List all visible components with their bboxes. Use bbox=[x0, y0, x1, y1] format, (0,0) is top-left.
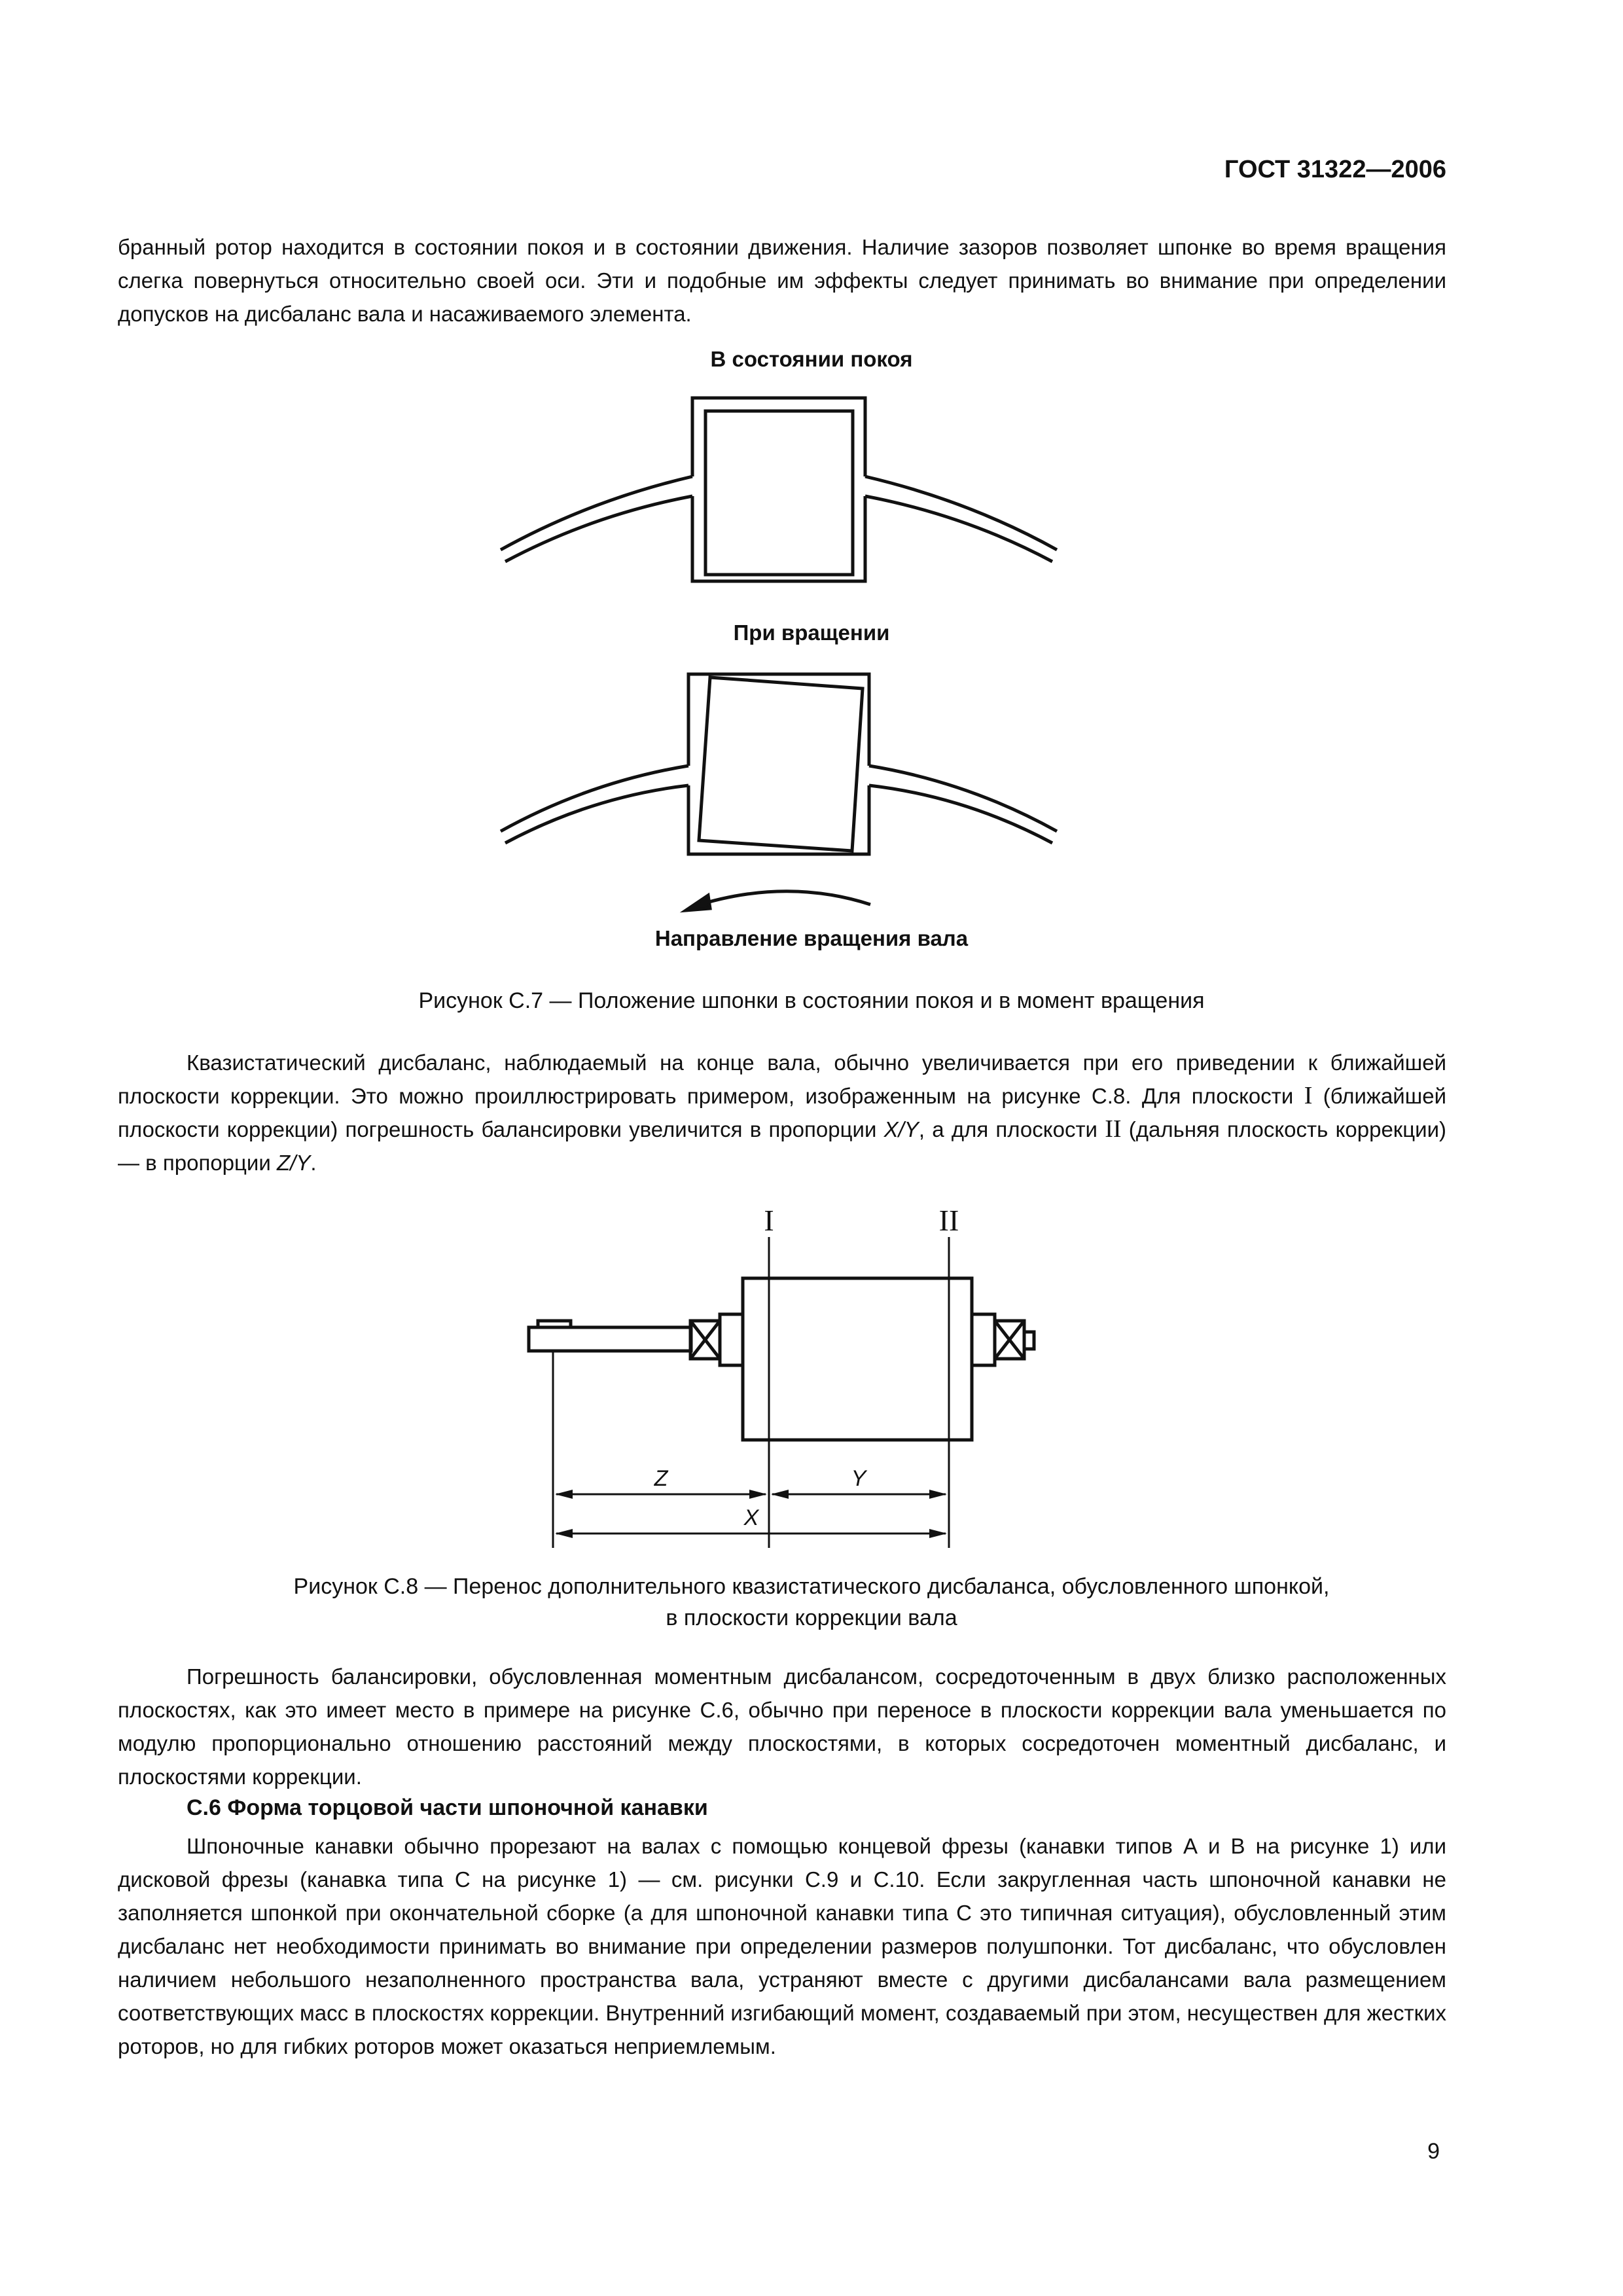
caption-figure-c8: Рисунок С.8 — Перенос дополнительного квазистатического дисбаланса, обусловленного шпонкой, в плоскости коррекции вала bbox=[293, 1574, 1330, 1630]
label-rotation: При вращении bbox=[733, 620, 890, 645]
page-number: 9 bbox=[1427, 2139, 1440, 2164]
label-rest: В состоянии покоя bbox=[710, 347, 913, 371]
standard-code: ГОСТ 31322—2006 bbox=[1224, 156, 1446, 183]
keyway-rest bbox=[692, 398, 865, 581]
direction-arrow bbox=[694, 891, 870, 906]
dim-y-label: Y bbox=[851, 1466, 866, 1491]
key-rotation bbox=[699, 677, 863, 851]
intro-paragraph: бранный ротор находится в состоянии покоя и в состоянии движения. Наличие зазоров позволяет шпонке во время вращения слегка повернуться относительно своей оси. Эти и подобные им эффекты следует принимать во внимание при определении допусков на дисбаланс вала и насаживаемого элемента. bbox=[118, 235, 1446, 326]
key-rest bbox=[705, 411, 853, 575]
direction-arrowhead bbox=[686, 895, 710, 910]
paragraph-quasistatic: Квазистатический дисбаланс, наблюдаемый на конце вала, обычно увеличивается при его приведении к ближайшей плоскости коррекции. Это можно проиллюстрировать примером, изображенным на рисунке С.8. Для плоскости I (ближайшей плоскости коррекции) погрешность балансировки увеличится в пропорции X/Y, а для плоскости II (дальняя плоскость коррекции) — в пропорции Z/Y. bbox=[118, 1050, 1447, 1175]
paragraph-moment: Погрешность балансировки, обусловленная моментным дисбалансом, сосредоточенным в двух близко расположенных плоскостях, как это имеет место в примере на рисунке С.6, обычно при переносе в плоскости коррекции вала уменьшается по модулю пропорционально отношению расстояний между плоскостями, в которых сосредоточен моментный дисбаланс, и плоскостями коррекции. bbox=[118, 1664, 1446, 1789]
plane-ref-I: I bbox=[1304, 1082, 1313, 1109]
keyway-rotation bbox=[688, 674, 869, 854]
shaft-arc-rest bbox=[501, 476, 1057, 562]
plane-ref-II: II bbox=[1105, 1115, 1122, 1143]
section-c6-title: С.6 Форма торцовой части шпоночной канавки bbox=[187, 1795, 708, 1820]
rotor-drawing bbox=[529, 1278, 1034, 1440]
label-direction: Направление вращения вала bbox=[654, 926, 969, 950]
shaft-arc-rotation bbox=[501, 766, 1057, 843]
plane-II-label: II bbox=[938, 1204, 959, 1237]
ratio-xy: X/Y bbox=[883, 1117, 919, 1141]
caption-figure-c7: Рисунок С.7 — Положение шпонки в состоянии покоя и в момент вращения bbox=[418, 988, 1205, 1013]
plane-I-label: I bbox=[764, 1204, 774, 1237]
section-c6-paragraph: Шпоночные канавки обычно прорезают на валах с помощью концевой фрезы (канавки типов А и В на рисунке 1) или дисковой фрезы (канавка типа С на рисунке 1) — см. рисунки С.9 и С.10. Если закругленная часть шпоночной канавки не заполняется шпонкой при окончательной сборке (а для шпоночной канавки типа С это типичная ситуация), обусловленный этим дисбаланс нет необходимости принимать во внимание при определении размеров полушпонки. Тот дисбаланс, что обусловлен наличием небольшого незаполненного пространства вала, устраняют вместе с другими дисбалансами вала размещением соответствующих масс в плоскостях коррекции. Внутренний изгибающий момент, создаваемый при этом, несуществен для жестких роторов, но для гибких роторов может оказаться неприемлемым. bbox=[118, 1834, 1446, 2058]
dim-z-label: Z bbox=[654, 1466, 668, 1491]
dim-x-label: X bbox=[743, 1505, 759, 1530]
ratio-zy: Z/Y bbox=[276, 1151, 311, 1175]
